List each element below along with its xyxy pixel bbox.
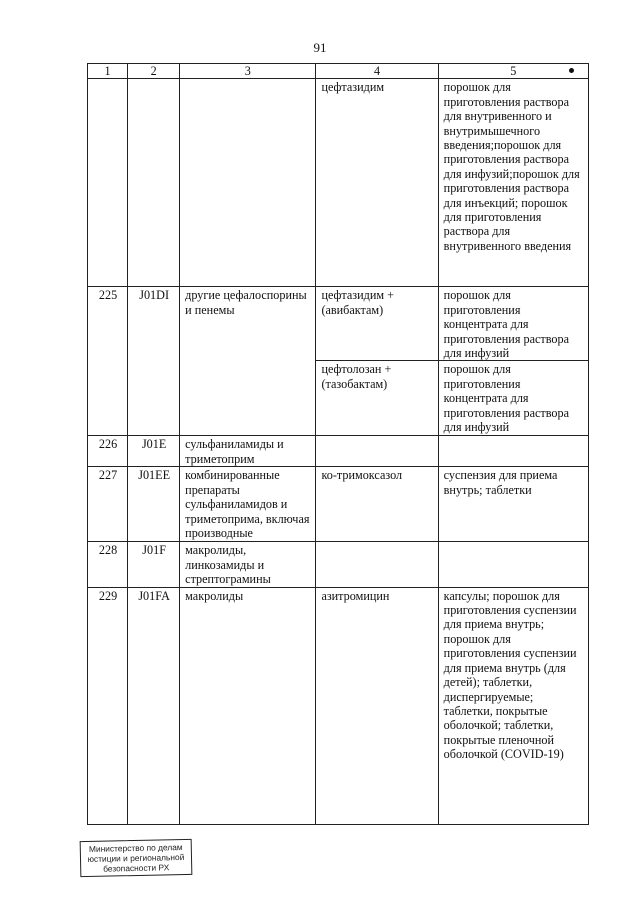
stamp-line-2: юстиции и региональной: [87, 851, 185, 865]
table-row: [88, 79, 589, 287]
atc-code: J01DI: [128, 287, 180, 436]
group-name: макролиды, линкозамиды и стрептограмины: [180, 542, 316, 587]
header-col-5: [438, 64, 588, 79]
atc-code: J01EE: [128, 467, 180, 542]
group-name: комбинированные препараты сульфаниламидов и триметоприма, включая производные: [180, 467, 316, 542]
dosage-form: порошок для приготовления концентрата для приготовления раствора для инфузий: [438, 361, 588, 436]
dosage-form: суспензия для приема внутрь; таблетки: [438, 467, 588, 542]
table-row: [88, 287, 589, 361]
dosage-form: порошок для приготовления концентрата для приготовления раствора для инфузий: [438, 287, 588, 361]
group-name: другие цефалоспорины и пенемы: [180, 287, 316, 436]
header-col-2: 2: [128, 64, 180, 79]
row-number: 226: [88, 436, 128, 467]
row-number: 229: [88, 587, 128, 824]
page-number: 91: [313, 40, 327, 55]
dosage-form: порошок для приготовления раствора для внутривенного и внутримышечного введения;порошок для приготовления раствора для инфузий;порошок для приготовления раствора для инъекций; порошок для приготовления раствора для внутривенного введения: [438, 79, 588, 287]
stamp-line-3: безопасности РХ: [103, 862, 170, 874]
group-name: [180, 79, 316, 287]
atc-code: [128, 79, 180, 287]
row-number: 228: [88, 542, 128, 587]
stamp-line-1: Министерство по делам: [88, 842, 183, 854]
ministry-stamp: [80, 839, 193, 877]
header-col-1: 1: [88, 64, 128, 79]
header-col-4: 4: [316, 64, 438, 79]
table-row: [88, 436, 589, 467]
table-row: [88, 467, 589, 542]
substance-name: азитромицин: [316, 587, 438, 824]
drug-table: [87, 63, 589, 825]
table-header-row: [88, 64, 589, 79]
table-row: [88, 587, 589, 824]
atc-code: J01F: [128, 542, 180, 587]
row-number: [88, 79, 128, 287]
substance-name: цефтазидим + (авибактам): [316, 287, 438, 361]
substance-name: [316, 436, 438, 467]
dosage-form: [438, 436, 588, 467]
substance-name: ко-тримоксазол: [316, 467, 438, 542]
dosage-form: капсулы; порошок для приготовления суспензии для приема внутрь; порошок для приготовления суспензии для приема внутрь (для детей); таблетки, диспергируемые; таблетки, покрытые оболочкой; таблетки, покрытые пленочной оболочкой (COVID-19): [438, 587, 588, 824]
row-number: 227: [88, 467, 128, 542]
group-name: сульфаниламиды и триметоприм: [180, 436, 316, 467]
atc-code: J01E: [128, 436, 180, 467]
substance-name: цефтазидим: [316, 79, 438, 287]
substance-name: [316, 542, 438, 587]
header-col-5-label: 5: [510, 64, 517, 78]
header-col-3: 3: [180, 64, 316, 79]
dosage-form: [438, 542, 588, 587]
atc-code: J01FA: [128, 587, 180, 824]
row-number: 225: [88, 287, 128, 436]
table-row: [88, 542, 589, 587]
group-name: макролиды: [180, 587, 316, 824]
substance-name: цефтолозан + (тазобактам): [316, 361, 438, 436]
ink-dot: [569, 68, 574, 73]
